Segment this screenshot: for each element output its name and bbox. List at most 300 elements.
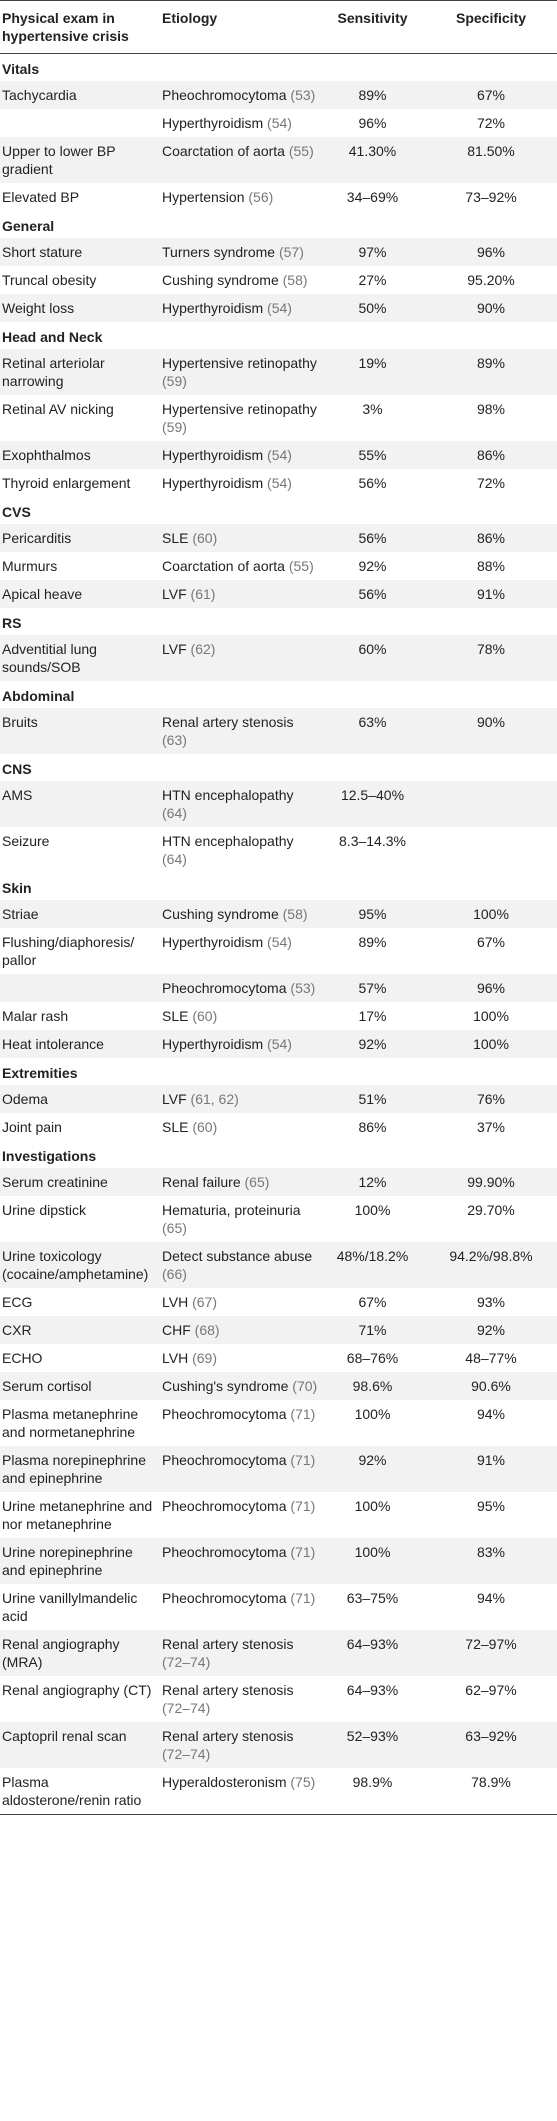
section-label: Investigations — [2, 1148, 97, 1164]
cell-exam: Renal angiography (MRA) — [0, 1630, 160, 1676]
etiology-name: LVH — [162, 1350, 189, 1366]
etiology-name: Turners syndrome — [162, 244, 276, 260]
cell-sensitivity: 100% — [320, 1538, 425, 1584]
reference-link[interactable]: (60) — [192, 1119, 218, 1135]
cell-sensitivity: 98.6% — [320, 1372, 425, 1400]
table-row — [0, 1722, 557, 1768]
etiology-name: Coarctation of aorta — [162, 558, 285, 574]
section-label: Abdominal — [2, 688, 75, 704]
cell-etiology — [160, 827, 320, 873]
cell-sensitivity: 96% — [358, 115, 387, 131]
cell-sensitivity: 100% — [354, 1202, 391, 1218]
cell-sensitivity: 92% — [320, 1446, 425, 1492]
table-row — [0, 974, 557, 1002]
etiology-name: HTN encephalopathy — [162, 787, 294, 803]
reference-link[interactable]: (58) — [282, 272, 308, 288]
cell-exam — [0, 109, 160, 137]
reference-link[interactable]: (69) — [192, 1350, 217, 1366]
cell-sensitivity: 67% — [358, 1294, 387, 1310]
cell-etiology — [160, 469, 320, 497]
etiology-name: Renal artery stenosis — [162, 1636, 294, 1652]
cell-sensitivity: 12% — [320, 1168, 425, 1196]
cell-sensitivity: 50% — [320, 294, 425, 322]
cell-sensitivity: 60% — [320, 635, 425, 681]
cell-etiology — [160, 900, 320, 928]
table-row — [0, 1538, 557, 1584]
table-row — [0, 1085, 557, 1113]
etiology-name: Renal artery stenosis — [162, 714, 294, 730]
table-row — [0, 137, 557, 183]
cell-specificity: 29.70% — [467, 1202, 515, 1218]
cell-specificity: 89% — [425, 349, 557, 395]
cell-sensitivity: 34–69% — [346, 189, 399, 205]
cell-exam: Elevated BP — [2, 189, 80, 205]
cell-etiology — [160, 183, 320, 211]
cell-exam: Renal angiography (CT) — [2, 1682, 152, 1698]
table-body — [0, 54, 557, 1815]
cell-exam: CXR — [0, 1316, 160, 1344]
cell-etiology — [160, 1316, 320, 1344]
cell-sensitivity: 92% — [320, 1030, 425, 1058]
cell-specificity: 63–92% — [425, 1722, 557, 1768]
reference-link[interactable]: (62) — [190, 641, 216, 657]
table-row — [0, 900, 557, 928]
cell-specificity: 73–92% — [465, 189, 517, 205]
etiology-name: Cushing's syndrome — [162, 1378, 289, 1394]
cell-specificity: 90% — [425, 708, 557, 754]
reference-link[interactable]: (66) — [162, 1266, 187, 1282]
etiology-name: Hypertensive retinopathy — [162, 355, 317, 371]
reference-link[interactable]: (71) — [290, 1544, 316, 1560]
cell-etiology — [160, 1242, 320, 1288]
etiology-name: HTN encephalopathy — [162, 833, 294, 849]
cell-exam: ECG — [2, 1294, 33, 1310]
header-specificity: Specificity — [425, 1, 557, 54]
table-row — [0, 1113, 557, 1141]
section-label: Vitals — [2, 61, 40, 77]
cell-specificity: 76% — [425, 1085, 557, 1113]
cell-etiology — [160, 1168, 320, 1196]
cell-sensitivity: 89% — [358, 934, 387, 950]
cell-etiology — [160, 1085, 320, 1113]
cell-sensitivity: 27% — [358, 272, 387, 288]
section-row — [0, 54, 557, 82]
reference-link[interactable]: (67) — [192, 1294, 217, 1310]
cell-sensitivity: 56% — [358, 475, 387, 491]
cell-sensitivity: 12.5–40% — [320, 781, 425, 827]
etiology-name: Hyperthyroidism — [162, 1036, 264, 1052]
table-row — [0, 1168, 557, 1196]
cell-exam: Malar rash — [2, 1008, 69, 1024]
cell-sensitivity: 98.9% — [320, 1768, 425, 1815]
section-row — [0, 497, 557, 524]
table-row — [0, 266, 557, 294]
cell-specificity: 72% — [476, 475, 506, 491]
cell-exam: Murmurs — [2, 558, 58, 574]
section-row — [0, 608, 557, 635]
reference-link[interactable]: (64) — [162, 805, 187, 821]
cell-sensitivity: 63–75% — [346, 1590, 399, 1606]
reference-link[interactable]: (71) — [290, 1452, 316, 1468]
cell-specificity: 62–97% — [465, 1682, 517, 1698]
table-row — [0, 708, 557, 754]
table-row — [0, 1630, 557, 1676]
table-row — [0, 441, 557, 469]
cell-specificity: 48–77% — [465, 1350, 517, 1366]
cell-etiology — [160, 109, 320, 137]
cell-exam: Plasma aldosterone/renin ratio — [0, 1768, 160, 1815]
table-row — [0, 81, 557, 109]
section-label: Head and Neck — [2, 329, 103, 345]
cell-exam: Urine dipstick — [2, 1202, 87, 1218]
table-row — [0, 238, 557, 266]
etiology-name: SLE — [162, 1119, 189, 1135]
reference-link[interactable]: (54) — [267, 115, 292, 131]
cell-sensitivity: 71% — [320, 1316, 425, 1344]
reference-link[interactable]: (54) — [267, 300, 292, 316]
cell-etiology — [160, 580, 320, 608]
cell-specificity: 81.50% — [425, 137, 557, 183]
reference-link[interactable]: (75) — [290, 1774, 316, 1790]
reference-link[interactable]: (68) — [194, 1322, 220, 1338]
cell-sensitivity: 64–93% — [320, 1630, 425, 1676]
cell-specificity: 91% — [425, 580, 557, 608]
reference-link[interactable]: (60) — [192, 530, 218, 546]
etiology-name: Coarctation of aorta — [162, 143, 285, 159]
reference-link[interactable]: (57) — [278, 244, 304, 260]
cell-specificity: 78% — [425, 635, 557, 681]
cell-exam: Short stature — [0, 238, 160, 266]
cell-specificity: 100% — [425, 900, 557, 928]
table-row — [0, 183, 557, 211]
etiology-name: Pheochromocytoma — [162, 1498, 287, 1514]
cell-exam: Apical heave — [0, 580, 160, 608]
etiology-name: Hypertensive retinopathy — [162, 401, 317, 417]
cell-sensitivity: 19% — [320, 349, 425, 395]
cell-sensitivity: 56% — [320, 580, 425, 608]
etiology-name: Hyperaldosteronism — [162, 1774, 287, 1790]
cell-exam — [0, 974, 160, 1002]
table-row — [0, 1316, 557, 1344]
reference-link[interactable]: (54) — [267, 1036, 292, 1052]
reference-link[interactable]: (61, 62) — [190, 1091, 239, 1107]
etiology-name: SLE — [162, 1008, 189, 1024]
cell-etiology — [160, 1768, 320, 1815]
etiology-name: Hyperthyroidism — [162, 300, 264, 316]
etiology-name: Hypertension — [162, 189, 245, 205]
cell-specificity: 72–97% — [425, 1630, 557, 1676]
reference-link[interactable]: (54) — [267, 934, 292, 950]
cell-exam: Truncal obesity — [2, 272, 97, 288]
cell-etiology — [160, 81, 320, 109]
reference-link[interactable]: (56) — [248, 189, 274, 205]
cell-sensitivity: 41.30% — [320, 137, 425, 183]
cell-exam: Seizure — [2, 833, 50, 849]
cell-specificity: 67% — [476, 934, 506, 950]
cell-exam: Upper to lower BP gradient — [0, 137, 160, 183]
section-label: CNS — [2, 761, 32, 777]
cell-etiology — [160, 635, 320, 681]
section-row — [0, 1058, 557, 1085]
cell-specificity: 90% — [425, 294, 557, 322]
section-label: CVS — [2, 504, 31, 520]
cell-exam: Retinal AV nicking — [2, 401, 114, 417]
cell-sensitivity: 56% — [320, 524, 425, 552]
table-row — [0, 781, 557, 827]
cell-specificity: 93% — [476, 1294, 506, 1310]
cell-exam: Plasma norepinephrine and epinephrine — [0, 1446, 160, 1492]
cell-exam: Striae — [0, 900, 160, 928]
cell-exam: Thyroid enlargement — [2, 475, 131, 491]
cell-sensitivity: 51% — [320, 1085, 425, 1113]
reference-link[interactable]: (71) — [290, 1406, 316, 1422]
cell-sensitivity: 68–76% — [346, 1350, 399, 1366]
cell-sensitivity: 100% — [354, 1406, 391, 1422]
reference-link[interactable]: (61) — [190, 586, 216, 602]
table-row — [0, 1242, 557, 1288]
table-row — [0, 1492, 557, 1538]
cell-specificity: 86% — [425, 524, 557, 552]
etiology-name: Hyperthyroidism — [162, 475, 264, 491]
table-row — [0, 635, 557, 681]
cell-sensitivity: 97% — [320, 238, 425, 266]
cell-etiology — [160, 1400, 320, 1446]
table-row — [0, 524, 557, 552]
reference-link[interactable]: (54) — [267, 475, 292, 491]
etiology-name: Hyperthyroidism — [162, 447, 264, 463]
cell-etiology — [160, 708, 320, 754]
reference-link[interactable]: (59) — [162, 419, 187, 435]
table-row — [0, 1676, 557, 1722]
header-row — [0, 1, 557, 54]
cell-specificity: 95% — [476, 1498, 506, 1514]
cell-exam: Urine metanephrine and nor metanephrine — [2, 1498, 153, 1532]
cell-exam: Plasma metanephrine and normetanephrine — [2, 1406, 139, 1440]
table-row — [0, 552, 557, 580]
cell-exam: Flushing/diaphoresis/ pallor — [2, 934, 135, 968]
reference-link[interactable]: (60) — [192, 1008, 218, 1024]
cell-sensitivity: 55% — [320, 441, 425, 469]
reference-link[interactable]: (72–74) — [162, 1746, 211, 1762]
cell-sensitivity: 95% — [320, 900, 425, 928]
etiology-name: Pheochromocytoma — [162, 1406, 287, 1422]
cell-etiology — [160, 1676, 320, 1722]
reference-link[interactable]: (71) — [290, 1590, 316, 1606]
cell-sensitivity: 86% — [358, 1119, 387, 1135]
cell-etiology — [160, 395, 320, 441]
cell-etiology — [160, 1288, 320, 1316]
table-header — [0, 1, 557, 54]
table-row — [0, 1768, 557, 1815]
cell-specificity: 96% — [425, 238, 557, 266]
section-row — [0, 873, 557, 900]
cell-etiology — [160, 552, 320, 580]
table-row — [0, 469, 557, 497]
reference-link[interactable]: (59) — [162, 373, 187, 389]
reference-link[interactable]: (65) — [162, 1220, 187, 1236]
cell-sensitivity: 92% — [358, 558, 387, 574]
cell-exam: Serum cortisol — [0, 1372, 160, 1400]
etiology-name: Pheochromocytoma — [162, 1544, 287, 1560]
table-row — [0, 1372, 557, 1400]
cell-exam: Exophthalmos — [0, 441, 160, 469]
reference-link[interactable]: (70) — [292, 1378, 318, 1394]
cell-specificity: 100% — [473, 1008, 509, 1024]
reference-link[interactable]: (58) — [282, 906, 308, 922]
etiology-name: Hyperthyroidism — [162, 115, 264, 131]
section-label: Skin — [2, 880, 32, 896]
cell-sensitivity: 17% — [358, 1008, 387, 1024]
cell-specificity: 100% — [425, 1030, 557, 1058]
etiology-name: LVH — [162, 1294, 189, 1310]
table-row — [0, 1288, 557, 1316]
cell-specificity: 37% — [476, 1119, 506, 1135]
reference-link[interactable]: (55) — [288, 143, 314, 159]
cell-etiology — [160, 1002, 320, 1030]
cell-specificity: 83% — [425, 1538, 557, 1584]
cell-specificity: 86% — [425, 441, 557, 469]
cell-exam: Serum creatinine — [0, 1168, 160, 1196]
reference-link[interactable]: (72–74) — [162, 1654, 211, 1670]
etiology-name: Pheochromocytoma — [162, 980, 287, 996]
header-sensitivity: Sensitivity — [320, 1, 425, 54]
cell-specificity: 88% — [476, 558, 506, 574]
etiology-name: LVF — [162, 641, 187, 657]
section-label: RS — [2, 615, 22, 631]
table-row — [0, 1344, 557, 1372]
table-row — [0, 1002, 557, 1030]
cell-specificity — [425, 781, 557, 827]
etiology-name: Hematuria, proteinuria — [162, 1202, 301, 1218]
cell-exam: Urine vanillylmandelic acid — [2, 1590, 138, 1624]
cell-etiology — [160, 294, 320, 322]
table-row — [0, 349, 557, 395]
cell-etiology — [160, 974, 320, 1002]
table-row — [0, 294, 557, 322]
cell-exam: Bruits — [0, 708, 160, 754]
reference-link[interactable]: (54) — [267, 447, 292, 463]
etiology-name: Hyperthyroidism — [162, 934, 264, 950]
cell-etiology — [160, 1196, 320, 1242]
cell-sensitivity: 52–93% — [320, 1722, 425, 1768]
cell-specificity: 67% — [425, 81, 557, 109]
table-row — [0, 580, 557, 608]
table-row — [0, 109, 557, 137]
cell-specificity: 95.20% — [467, 272, 515, 288]
section-row — [0, 211, 557, 238]
cell-specificity: 91% — [425, 1446, 557, 1492]
section-row — [0, 681, 557, 708]
etiology-name: Pheochromocytoma — [162, 1452, 287, 1468]
cell-etiology — [160, 524, 320, 552]
cell-exam: AMS — [0, 781, 160, 827]
table-row — [0, 1196, 557, 1242]
cell-etiology — [160, 1492, 320, 1538]
cell-exam: Retinal arteriolar narrowing — [0, 349, 160, 395]
cell-etiology — [160, 781, 320, 827]
header-etiology: Etiology — [160, 1, 320, 54]
reference-link[interactable]: (72–74) — [162, 1700, 211, 1716]
etiology-name: Renal artery stenosis — [162, 1728, 294, 1744]
cell-specificity: 90.6% — [425, 1372, 557, 1400]
etiology-name: Pheochromocytoma — [162, 1590, 287, 1606]
cell-sensitivity: 3% — [362, 401, 383, 417]
etiology-name: Detect substance abuse — [162, 1248, 313, 1264]
reference-link[interactable]: (53) — [290, 980, 316, 996]
cell-sensitivity: 8.3–14.3% — [339, 833, 406, 849]
cell-specificity: 96% — [425, 974, 557, 1002]
cell-exam: ECHO — [2, 1350, 43, 1366]
cell-etiology — [160, 1722, 320, 1768]
cell-specificity: 99.90% — [425, 1168, 557, 1196]
cell-etiology — [160, 238, 320, 266]
etiology-name: LVF — [162, 586, 187, 602]
reference-link[interactable]: (53) — [290, 87, 316, 103]
reference-link[interactable]: (55) — [288, 558, 314, 574]
table-row — [0, 1400, 557, 1446]
cell-etiology — [160, 1344, 320, 1372]
table-row — [0, 395, 557, 441]
etiology-name: Cushing syndrome — [162, 272, 279, 288]
section-label: Extremities — [2, 1065, 78, 1081]
cell-exam: Urine norepinephrine and epinephrine — [0, 1538, 160, 1584]
cell-exam: Odema — [0, 1085, 160, 1113]
etiology-name: Renal failure — [162, 1174, 241, 1190]
cell-etiology — [160, 137, 320, 183]
cell-etiology — [160, 1113, 320, 1141]
header-exam: Physical exam in hypertensive crisis — [0, 1, 160, 54]
section-row — [0, 322, 557, 349]
table-row — [0, 827, 557, 873]
etiology-name: Renal artery stenosis — [162, 1682, 294, 1698]
reference-link[interactable]: (65) — [244, 1174, 270, 1190]
cell-sensitivity: 100% — [354, 1498, 391, 1514]
cell-exam: Joint pain — [2, 1119, 62, 1135]
cell-specificity: 78.9% — [425, 1768, 557, 1815]
etiology-name: Cushing syndrome — [162, 906, 279, 922]
cell-etiology — [160, 441, 320, 469]
cell-etiology — [160, 1538, 320, 1584]
cell-specificity: 72% — [476, 115, 506, 131]
etiology-name: SLE — [162, 530, 189, 546]
cell-etiology — [160, 1372, 320, 1400]
cell-specificity: 92% — [425, 1316, 557, 1344]
cell-sensitivity: 48%/18.2% — [320, 1242, 425, 1288]
table-row — [0, 1584, 557, 1630]
cell-specificity: 94.2%/98.8% — [425, 1242, 557, 1288]
table-row — [0, 1446, 557, 1492]
section-row — [0, 754, 557, 781]
cell-etiology — [160, 1030, 320, 1058]
cell-etiology — [160, 1584, 320, 1630]
cell-exam: Weight loss — [0, 294, 160, 322]
reference-link[interactable]: (64) — [162, 851, 187, 867]
cell-specificity: 94% — [476, 1406, 506, 1422]
cell-etiology — [160, 1446, 320, 1492]
cell-etiology — [160, 266, 320, 294]
cell-specificity — [425, 827, 557, 873]
cell-sensitivity: 63% — [320, 708, 425, 754]
cell-exam: Heat intolerance — [0, 1030, 160, 1058]
cell-etiology — [160, 928, 320, 974]
cell-exam: Tachycardia — [0, 81, 160, 109]
cell-specificity: 94% — [476, 1590, 506, 1606]
section-row — [0, 1141, 557, 1168]
etiology-name: LVF — [162, 1091, 187, 1107]
reference-link[interactable]: (71) — [290, 1498, 316, 1514]
reference-link[interactable]: (63) — [162, 732, 187, 748]
table-row — [0, 1030, 557, 1058]
